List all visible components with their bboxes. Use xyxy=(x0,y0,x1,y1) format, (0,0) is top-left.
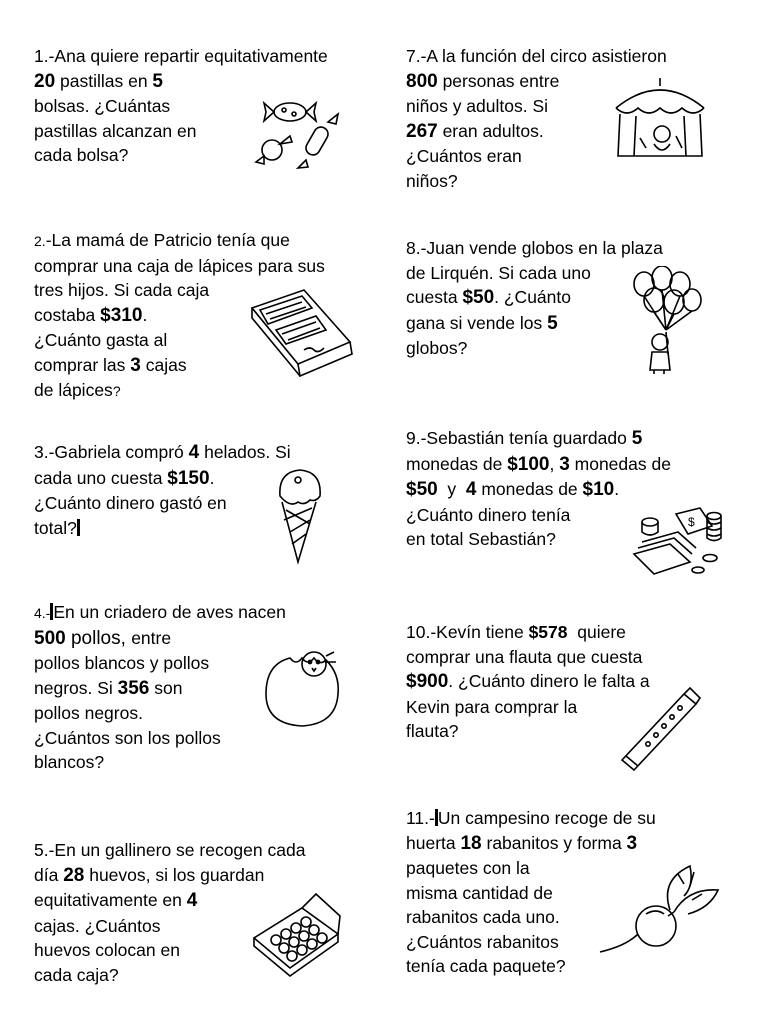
problem-text: 7.-A la función del circo asistieron xyxy=(406,46,667,66)
problem-text: huevos colocan en xyxy=(34,940,180,960)
problem-text: 1.-Ana quiere repartir equitativamente xyxy=(34,46,328,66)
problem-4 xyxy=(34,600,286,775)
problem-text: 3.-Gabriela compró xyxy=(34,442,189,462)
price: $310 xyxy=(100,304,143,326)
problem-text: cada bolsa? xyxy=(34,145,129,165)
price: $900 xyxy=(406,671,449,692)
problem-text: misma cantidad de xyxy=(406,882,553,903)
problem-number: 11.- xyxy=(406,808,435,828)
problem-text: Kevin para comprar la xyxy=(406,696,578,717)
circus-tent-icon xyxy=(610,78,710,160)
svg-text:$: $ xyxy=(688,515,695,529)
problem-number: 2. xyxy=(34,233,46,249)
problem-text: . ¿Cuánto xyxy=(494,287,571,307)
problem-text: huerta xyxy=(406,832,461,853)
problem-10 xyxy=(406,620,650,744)
problem-text: globos? xyxy=(406,338,468,358)
problem-text: comprar una flauta que cuesta xyxy=(406,646,643,667)
number: 28 xyxy=(63,864,85,886)
flute-icon xyxy=(618,686,702,772)
problem-text: niños? xyxy=(406,170,458,191)
problem-text: 9.-Sebastián tenía guardado xyxy=(406,428,632,448)
problem-text: . xyxy=(142,304,148,325)
problem-text: blancos? xyxy=(34,752,105,772)
number: 4 xyxy=(465,479,477,500)
number: 20 xyxy=(34,70,56,92)
problem-text: día xyxy=(34,864,64,885)
problem-text: 10.-Kevín tiene xyxy=(406,622,529,642)
problem-text: cajas xyxy=(140,354,187,375)
problem-text: cajas. ¿Cuántos xyxy=(34,915,161,936)
pencil-box-icon xyxy=(246,286,354,382)
problem-text: En un criadero de aves nacen xyxy=(53,602,286,622)
chick-egg-icon xyxy=(260,642,346,732)
problem-text: -La mamá de Patricio tenía que xyxy=(45,230,290,250)
problem-text: tenía cada paquete? xyxy=(406,956,566,976)
problem-text: . xyxy=(614,479,620,499)
number: 5 xyxy=(631,428,643,449)
problem-text: bolsas. ¿Cuántas xyxy=(34,96,171,116)
number: 356 xyxy=(117,677,150,699)
price: $578 xyxy=(528,622,568,642)
problem-text: . xyxy=(209,467,215,488)
problem-text: ¿Cuánto dinero gastó en xyxy=(34,493,227,513)
number: 3 xyxy=(130,354,141,376)
problem-text: ¿Cuántos son los pollos xyxy=(34,727,221,748)
problem-text: cuesta xyxy=(406,287,463,307)
number: 5 xyxy=(547,312,558,334)
problem-text: ¿Cuánto gasta al xyxy=(34,330,168,350)
price: $50 xyxy=(406,479,438,500)
number: 3 xyxy=(626,832,638,854)
problem-number: 4.- xyxy=(34,605,51,621)
problem-text: comprar una caja de lápices para sus xyxy=(34,255,325,276)
number: 267 xyxy=(406,120,438,142)
problem-text: ¿Cuánto dinero tenía xyxy=(406,504,571,525)
number: 4 xyxy=(186,890,198,911)
balloon-boy-icon xyxy=(630,266,704,376)
problem-text: pollos negros. xyxy=(34,703,143,723)
problem-text: de lápices xyxy=(34,380,113,400)
problem-3 xyxy=(34,440,291,540)
problem-text: gana si vende los xyxy=(406,312,548,333)
number: 4 xyxy=(188,442,200,463)
radish-icon xyxy=(598,860,728,956)
problem-text: son xyxy=(149,677,183,698)
problem-text: 5.-En un gallinero se recogen cada xyxy=(34,840,306,860)
problem-text: Un campesino recoge de su xyxy=(437,808,656,828)
problem-text: ¿Cuántos eran xyxy=(406,146,522,166)
problem-text: pastillas alcanzan en xyxy=(34,120,197,141)
problem-text: helados. Si xyxy=(199,442,291,462)
problem-text: costaba xyxy=(34,304,101,325)
problem-text: pollos blancos y pollos xyxy=(34,653,210,673)
text-cursor xyxy=(77,519,80,536)
ice-cream-icon xyxy=(270,466,330,566)
problem-text: rabanitos cada uno. xyxy=(406,907,560,927)
problem-text: niños y adultos. Si xyxy=(406,96,549,116)
problem-8 xyxy=(406,236,663,361)
problem-text: flauta? xyxy=(406,721,459,741)
problem-text: eran adultos. xyxy=(437,120,544,141)
problem-text: cada caja? xyxy=(34,964,119,985)
number: 5 xyxy=(152,70,163,92)
egg-carton-icon xyxy=(250,890,342,980)
problem-text: total? xyxy=(34,517,77,538)
problem-text: huevos, si los guardan xyxy=(84,864,265,885)
problem-text: quiere xyxy=(567,622,626,642)
problem-text: rabanitos y forma xyxy=(481,832,627,853)
problem-text: entre xyxy=(131,627,172,648)
problem-text: pastillas en xyxy=(55,70,153,91)
problem-text: monedas de xyxy=(406,453,508,474)
problem-text: personas entre xyxy=(437,70,560,91)
number: 500 xyxy=(34,627,66,649)
problem-text: negros. Si xyxy=(34,677,118,698)
problem-text: . ¿Cuánto dinero le falta a xyxy=(448,671,650,691)
problem-text: ? xyxy=(112,383,121,399)
price: $10 xyxy=(582,479,615,500)
number: 3 xyxy=(559,453,570,475)
money-pile-icon xyxy=(630,504,726,578)
problem-text: en total Sebastián? xyxy=(406,529,556,549)
candy-icon xyxy=(248,92,348,172)
problem-text: monedas de xyxy=(476,479,583,499)
problem-text: 8.-Juan vende globos en la plaza xyxy=(406,238,663,258)
problem-text: tres hijos. Si cada caja xyxy=(34,280,210,300)
problem-text: ¿Cuántos rabanitos xyxy=(406,931,559,952)
problem-text: de Lirquén. Si cada uno xyxy=(406,262,591,283)
problem-text: equitativamente en xyxy=(34,890,187,910)
problem-text: pollos, xyxy=(65,627,132,649)
price: $100 xyxy=(507,453,550,475)
price: $150 xyxy=(167,467,210,489)
number: 800 xyxy=(406,70,438,92)
problem-text: , xyxy=(549,453,560,474)
price: $50 xyxy=(462,287,495,308)
problem-text: monedas de xyxy=(569,453,671,474)
problem-text: paquetes con la xyxy=(406,858,530,878)
problem-text: y xyxy=(437,479,466,499)
number: 18 xyxy=(460,832,482,854)
problem-text: cada uno cuesta xyxy=(34,467,168,488)
problem-text: comprar las xyxy=(34,354,131,375)
